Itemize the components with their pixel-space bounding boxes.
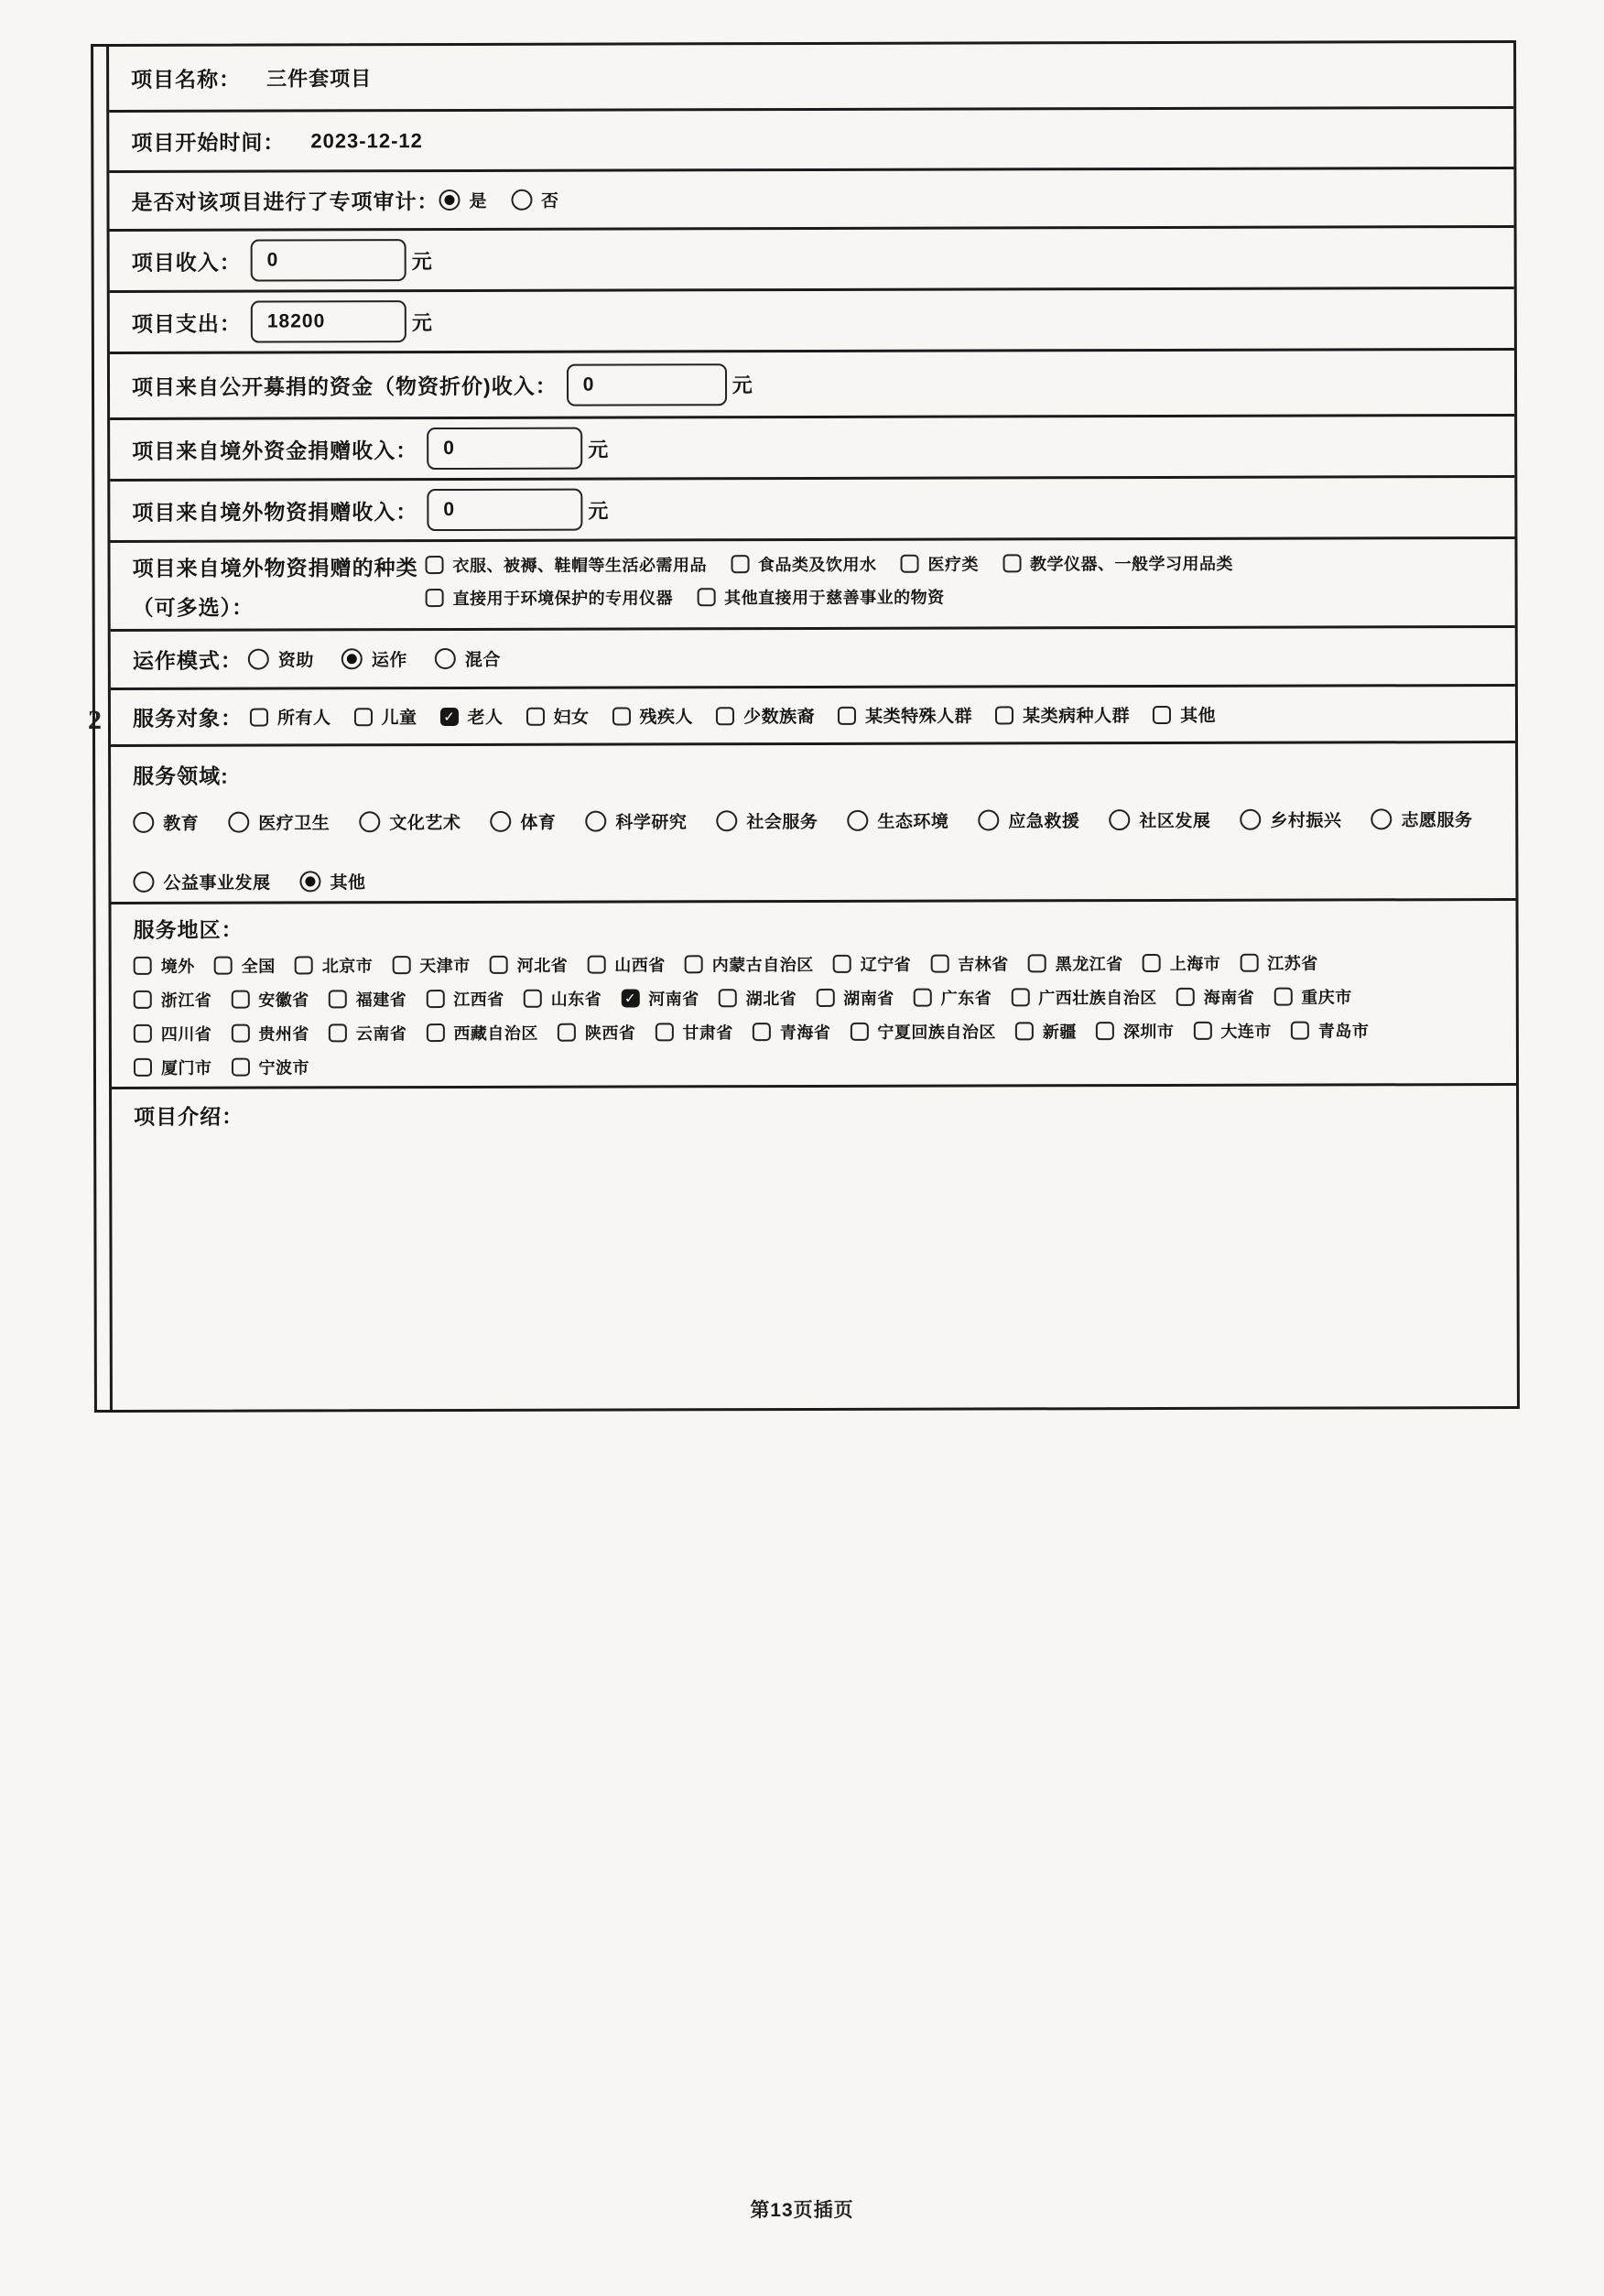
row-service-fields [111,743,1515,904]
radio-option[interactable] [716,808,818,833]
checkbox-label: 湖北省 [745,990,797,1009]
checkbox-option[interactable] [134,1056,212,1079]
radio-icon[interactable] [1109,809,1130,830]
checkbox-label: 安徽省 [258,991,309,1010]
checkbox-option[interactable] [1096,1019,1175,1043]
checkbox-icon[interactable] [1015,1022,1034,1040]
checkbox-label: 宁夏回族自治区 [877,1023,996,1042]
checkbox-icon[interactable] [1240,954,1258,972]
checkbox-icon[interactable] [231,1058,249,1077]
checkbox-icon[interactable] [753,1023,771,1041]
checkbox-label: 山西省 [614,956,666,975]
checkbox-icon[interactable] [426,556,444,574]
service-regions-checkbox-line4 [134,1052,1494,1079]
special-audit-radio-group [439,188,558,212]
checkbox-option[interactable] [426,1021,538,1045]
checkbox-label: 福建省 [355,991,407,1010]
start-date-label: 项目开始时间： [131,130,286,155]
checkbox-icon[interactable] [1176,988,1195,1006]
service-fields-label: 服务领域: [133,764,229,788]
checkbox-option[interactable] [1143,951,1221,975]
checkbox-option[interactable] [439,704,503,729]
checkbox-label: 天津市 [419,956,471,976]
radio-option[interactable] [978,807,1079,832]
project-introduction-label: 项目介绍： [134,1104,244,1129]
checkbox-icon[interactable] [426,990,444,1008]
checkbox-option[interactable] [697,585,945,610]
checkbox-icon[interactable] [134,957,152,975]
overseas-fund-input[interactable]: 0 [427,428,582,470]
service-regions-checkbox-line1 [134,950,1494,978]
radio-icon[interactable] [439,190,460,211]
radio-label: 志愿服务 [1401,811,1473,831]
checkbox-label: 四川省 [160,1024,212,1044]
checkbox-option[interactable] [685,952,814,976]
checkbox-label: 教学仪器、一般学习用品类 [1030,554,1234,574]
project-introduction-body [134,1138,1494,1142]
operation-mode-label: 运作模式： [132,648,243,673]
checkbox-icon[interactable] [833,955,851,973]
radio-label: 混合 [464,650,501,670]
radio-label: 否 [540,191,559,211]
radio-icon[interactable] [133,812,154,833]
checkbox-icon[interactable] [1273,988,1292,1006]
radio-label: 社区发展 [1139,811,1211,832]
checkbox-option[interactable] [731,552,877,576]
checkbox-label: 西藏自治区 [453,1023,538,1044]
checkbox-label: 其他直接用于慈善事业的物资 [724,588,945,608]
overseas-goods-unit: 元 [588,499,609,523]
goods-types-checkbox-line2 [426,584,1234,610]
checkbox-option[interactable] [587,952,666,976]
checkbox-option[interactable] [134,1022,212,1045]
checkbox-label: 大连市 [1220,1022,1272,1041]
checkbox-icon[interactable] [731,555,749,573]
checkbox-icon[interactable] [1028,954,1046,972]
radio-option[interactable] [133,870,270,894]
project-form-table [91,40,1520,1413]
radio-option[interactable] [439,188,487,212]
service-regions-checkbox-line3 [134,1018,1494,1045]
radio-option[interactable] [359,809,461,834]
row-public-donation-income [110,351,1514,420]
checkbox-label: 青海省 [779,1023,831,1043]
intro-paragraph [150,1138,1494,1142]
checkbox-option[interactable] [1193,1019,1272,1043]
checkbox-option[interactable] [490,953,569,977]
start-date-value: 2023-12-12 [310,128,423,152]
radio-option[interactable] [1109,807,1210,832]
radio-option[interactable] [1371,807,1472,831]
checkbox-option[interactable] [838,703,972,728]
radio-label: 其他 [330,873,366,893]
checkbox-option[interactable] [1273,984,1352,1008]
checkbox-icon[interactable] [685,955,703,973]
checkbox-option[interactable] [1015,1019,1077,1043]
checkbox-label: 新疆 [1042,1023,1077,1042]
row-service-targets [111,687,1515,747]
checkbox-option[interactable] [816,986,894,1010]
checkbox-icon[interactable] [850,1023,868,1041]
intro-paragraph [150,1138,1494,1142]
row-overseas-fund-income [110,417,1514,482]
checkbox-option[interactable] [850,1019,996,1043]
checkbox-option[interactable] [612,703,693,728]
radio-label: 应急救援 [1008,812,1080,832]
radio-label: 文化艺术 [389,813,461,834]
checkbox-option[interactable] [1153,702,1216,727]
checkbox-option[interactable] [214,954,276,978]
radio-option[interactable] [299,869,365,893]
checkbox-icon[interactable] [1002,554,1021,572]
row-operation-mode [111,628,1515,690]
radio-label: 公益事业发展 [163,873,271,893]
checkbox-label: 河南省 [648,990,699,1009]
radio-label: 是 [469,191,488,211]
radio-icon[interactable] [359,811,380,832]
checkbox-label: 儿童 [381,709,417,729]
checkbox-label: 上海市 [1169,954,1221,973]
checkbox-icon[interactable] [490,956,508,974]
checkbox-label: 河北省 [516,956,569,975]
checkbox-option[interactable] [329,987,407,1011]
checkbox-icon[interactable] [214,957,233,975]
radio-icon[interactable] [299,871,320,892]
checkbox-icon[interactable] [353,708,372,726]
checkbox-option[interactable] [426,552,708,577]
public-donation-label: 项目来自公开募捐的资金（物资折价)收入： [131,374,558,399]
radio-option[interactable] [1240,807,1341,831]
checkbox-option[interactable] [1240,951,1318,975]
margin-page-number: 2 [88,705,102,735]
checkbox-option[interactable] [231,987,309,1011]
checkbox-option[interactable] [1176,985,1255,1009]
checkbox-icon[interactable] [392,956,410,974]
checkbox-label: 吉林省 [958,955,1009,974]
checkbox-option[interactable] [295,953,374,977]
checkbox-label: 少数族裔 [743,707,816,728]
radio-option[interactable] [490,809,556,834]
checkbox-icon[interactable] [329,990,347,1008]
radio-option[interactable] [847,808,948,833]
checkbox-label: 浙江省 [160,991,212,1010]
checkbox-option[interactable] [1028,951,1123,975]
service-fields-radio-line2 [133,866,1493,894]
checkbox-option[interactable] [1291,1018,1370,1042]
checkbox-icon[interactable] [1153,705,1171,723]
row-overseas-goods-income [110,478,1514,543]
checkbox-option[interactable] [524,987,602,1011]
checkbox-icon[interactable] [930,955,948,973]
checkbox-option[interactable] [526,704,589,729]
checkbox-option[interactable] [901,552,980,576]
operation-mode-radio-group [248,646,501,672]
service-targets-label: 服务对象： [132,706,244,731]
checkbox-label: 海南省 [1203,988,1255,1007]
radio-option[interactable] [511,188,559,212]
checkbox-icon[interactable] [1193,1022,1211,1040]
checkbox-option[interactable] [426,987,504,1011]
project-name-value: 三件套项目 [266,67,373,91]
checkbox-option[interactable] [134,954,195,978]
project-expense-label: 项目支出： [131,311,242,336]
checkbox-label: 境外 [160,957,195,976]
checkbox-label: 江苏省 [1267,954,1318,973]
overseas-goods-types-label-line1: 项目来自境外物资捐赠的种类 [132,556,418,580]
checkbox-icon[interactable] [426,589,444,607]
checkbox-option[interactable] [716,703,815,728]
checkbox-label: 青岛市 [1317,1022,1370,1041]
goods-types-checkbox-line1 [426,551,1234,577]
checkbox-option[interactable] [930,951,1009,975]
service-regions-checkbox-line2 [134,984,1494,1012]
radio-label: 教育 [163,814,200,834]
overseas-goods-input[interactable]: 0 [427,489,582,531]
radio-icon[interactable] [1371,808,1392,829]
radio-icon[interactable] [435,648,456,669]
project-income-input[interactable]: 0 [251,239,406,281]
checkbox-icon[interactable] [816,989,834,1007]
project-income-unit: 元 [411,249,432,273]
radio-label: 资助 [277,651,314,671]
checkbox-label: 重庆市 [1301,988,1352,1007]
checkbox-icon[interactable] [1291,1022,1309,1040]
checkbox-option[interactable] [995,702,1130,727]
radio-label: 医疗卫生 [258,814,331,834]
public-donation-unit: 元 [732,374,753,397]
intro-paragraph [150,1138,1494,1142]
row-project-name [109,43,1513,113]
checkbox-label: 甘肃省 [682,1023,733,1043]
checkbox-option[interactable] [392,953,471,977]
checkbox-icon[interactable] [1011,988,1029,1006]
checkbox-option[interactable] [558,1020,636,1044]
checkbox-label: 北京市 [321,957,374,976]
checkbox-icon[interactable] [612,707,631,725]
row-service-regions [112,901,1517,1089]
checkbox-icon[interactable] [995,706,1013,724]
radio-icon[interactable] [341,648,363,669]
checkbox-label: 其他 [1180,706,1217,726]
radio-label: 社会服务 [746,812,818,833]
overseas-goods-label: 项目来自境外物资捐赠收入： [132,499,418,525]
checkbox-icon[interactable] [1096,1022,1114,1040]
checkbox-icon[interactable] [697,588,715,606]
row-project-expense [110,289,1514,354]
checkbox-label: 广西壮族自治区 [1038,988,1157,1008]
service-targets-checkbox-group [250,702,1216,730]
checkbox-label: 云南省 [355,1024,407,1044]
checkbox-option[interactable] [329,1021,407,1045]
checkbox-label: 山东省 [550,990,602,1009]
radio-label: 生态环境 [877,812,949,832]
checkbox-icon[interactable] [231,991,249,1009]
checkbox-icon[interactable] [426,1023,444,1042]
checkbox-icon[interactable] [901,555,919,573]
intro-paragraph [150,1138,1494,1142]
row-project-introduction [112,1086,1517,1410]
checkbox-label: 衣服、被褥、鞋帽等生活必需用品 [452,556,708,576]
checkbox-icon[interactable] [719,989,737,1007]
checkbox-label: 食品类及饮用水 [758,555,877,575]
radio-option[interactable] [585,808,687,833]
radio-icon[interactable] [1240,809,1261,830]
checkbox-option[interactable] [231,1021,309,1045]
checkbox-icon[interactable] [838,706,856,724]
radio-label: 乡村振兴 [1270,811,1342,831]
radio-option[interactable] [341,646,407,671]
radio-icon[interactable] [228,812,249,833]
checkbox-option[interactable] [1011,985,1157,1009]
project-expense-unit: 元 [411,310,432,334]
checkbox-label: 黑龙江省 [1055,955,1123,974]
checkbox-label: 内蒙古自治区 [711,955,814,975]
overseas-goods-types-options [425,549,1233,610]
public-donation-input[interactable]: 0 [567,363,727,406]
checkbox-label: 广东省 [940,989,992,1008]
checkbox-label: 妇女 [553,708,590,728]
radio-icon[interactable] [133,872,154,893]
checkbox-icon[interactable] [439,707,458,725]
radio-option[interactable] [133,810,199,835]
row-start-date [109,109,1513,173]
overseas-fund-unit: 元 [588,438,609,461]
checkbox-option[interactable] [753,1020,831,1044]
checkbox-label: 某类病种人群 [1023,707,1131,727]
checkbox-option[interactable] [134,988,212,1012]
special-audit-label: 是否对该项目进行了专项审计： [131,190,439,214]
radio-option[interactable] [435,646,501,671]
checkbox-icon[interactable] [1143,954,1161,972]
checkbox-icon[interactable] [134,991,152,1009]
radio-icon[interactable] [585,811,606,832]
radio-icon[interactable] [511,190,532,211]
project-name-label: 项目名称： [131,67,242,92]
radio-icon[interactable] [978,809,999,830]
checkbox-icon[interactable] [134,1058,152,1077]
checkbox-icon[interactable] [914,989,932,1007]
radio-icon[interactable] [716,810,737,831]
project-expense-input[interactable]: 18200 [251,300,406,342]
checkbox-icon[interactable] [134,1024,152,1043]
checkbox-label: 直接用于环境保护的专用仪器 [452,589,674,609]
checkbox-icon[interactable] [524,990,542,1008]
page-footer: 第13页插页 [750,2200,854,2221]
overseas-goods-types-label [132,551,425,622]
checkbox-label: 厦门市 [160,1058,212,1078]
service-fields-radio-line1 [133,807,1493,835]
checkbox-option[interactable] [250,704,331,729]
radio-icon[interactable] [490,811,511,832]
checkbox-label: 辽宁省 [860,955,912,974]
checkbox-label: 全国 [241,957,276,976]
checkbox-option[interactable] [231,1055,309,1078]
row-special-audit [109,169,1513,232]
checkbox-option[interactable] [1002,551,1233,576]
checkbox-option[interactable] [621,986,699,1010]
row-overseas-goods-types [110,539,1514,632]
radio-icon[interactable] [248,649,269,670]
checkbox-label: 江西省 [453,990,504,1010]
checkbox-icon[interactable] [621,989,639,1007]
checkbox-icon[interactable] [655,1023,673,1041]
checkbox-label: 残疾人 [639,708,694,728]
checkbox-option[interactable] [426,585,674,610]
checkbox-icon[interactable] [250,708,268,726]
checkbox-icon[interactable] [526,707,544,725]
checkbox-label: 老人 [467,708,504,728]
checkbox-icon[interactable] [558,1023,576,1042]
checkbox-option[interactable] [914,985,992,1009]
radio-option[interactable] [228,809,330,834]
checkbox-label: 贵州省 [258,1024,309,1044]
radio-label: 运作 [371,651,407,671]
radio-icon[interactable] [847,810,868,831]
overseas-fund-label: 项目来自境外资金捐赠收入： [132,438,418,463]
checkbox-icon[interactable] [295,956,313,974]
checkbox-label: 某类特殊人群 [865,707,973,727]
checkbox-icon[interactable] [329,1023,347,1042]
radio-option[interactable] [248,646,314,671]
checkbox-label: 宁波市 [258,1058,310,1078]
radio-label: 科学研究 [615,813,688,833]
service-regions-label: 服务地区： [133,917,244,942]
checkbox-icon[interactable] [231,1024,249,1043]
checkbox-label: 湖南省 [843,989,894,1008]
checkbox-label: 所有人 [276,709,331,729]
checkbox-option[interactable] [833,952,912,976]
checkbox-option[interactable] [655,1020,733,1044]
checkbox-label: 深圳市 [1122,1022,1175,1042]
intro-paragraph [150,1138,1494,1142]
row-project-income [110,228,1514,293]
project-income-label: 项目收入： [131,250,242,275]
checkbox-option[interactable] [353,704,417,729]
radio-label: 体育 [520,813,557,833]
overseas-goods-types-label-line2: （可多选）： [132,595,255,620]
checkbox-option[interactable] [719,986,797,1010]
checkbox-label: 陕西省 [584,1023,636,1043]
checkbox-icon[interactable] [587,956,605,974]
checkbox-icon[interactable] [716,707,734,725]
checkbox-label: 医疗类 [927,555,980,574]
